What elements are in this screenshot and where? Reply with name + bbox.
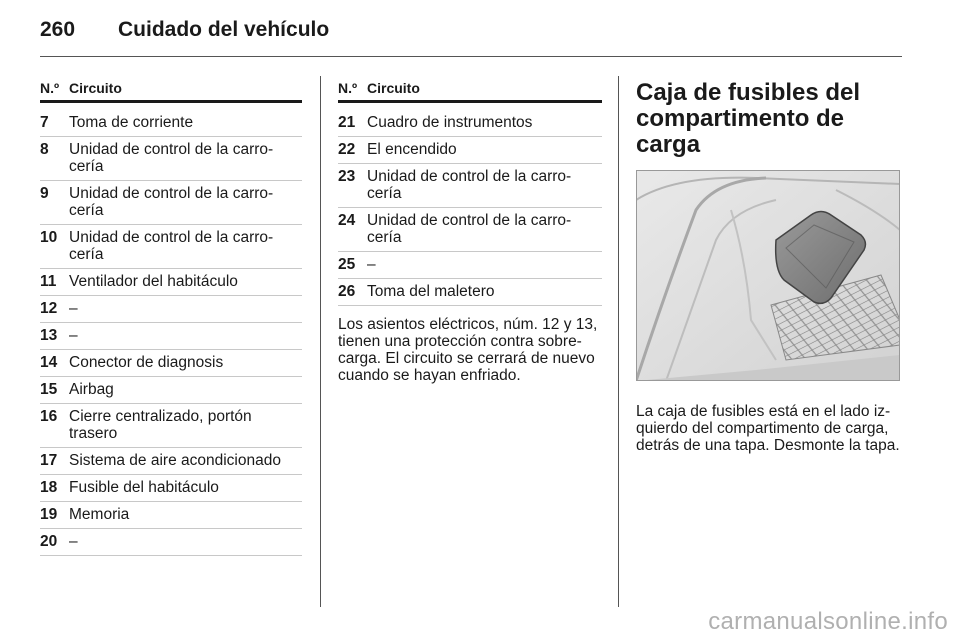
- table-row: [40, 404, 302, 448]
- circuit-name: –: [69, 533, 78, 550]
- watermark: carmanualsonline.info: [708, 608, 948, 635]
- circuit-name: Unidad de control de la carro-cería: [367, 168, 572, 202]
- circuit-name: Cierre centralizado, portón trasero: [69, 408, 252, 442]
- column-divider: [618, 76, 619, 607]
- fuse-box-illustration: [636, 170, 900, 381]
- column-divider: [320, 76, 321, 607]
- circuit-name: –: [69, 327, 78, 344]
- circuit-name: El encendido: [367, 141, 457, 158]
- table-row: [338, 164, 602, 208]
- header-circuit: Circuito: [69, 80, 122, 96]
- section-heading: Caja de fusibles del compartimento de carga: [636, 79, 861, 158]
- fuse-number: 8: [40, 141, 49, 158]
- circuit-name: Sistema de aire acondicionado: [69, 452, 281, 469]
- fuse-number: 15: [40, 381, 58, 398]
- circuit-name: Fusible del habitáculo: [69, 479, 219, 496]
- table-row: [40, 502, 302, 529]
- section-fuse-box: [636, 80, 902, 454]
- fuse-number: 22: [338, 141, 356, 158]
- circuit-name: Ventilador del habitáculo: [69, 273, 238, 290]
- circuit-name: Toma de corriente: [69, 114, 194, 131]
- circuit-name: Unidad de control de la carro-cería: [367, 212, 572, 246]
- circuit-name: Unidad de control de la carro-cería: [69, 141, 274, 175]
- fuse-number: 25: [338, 256, 356, 273]
- fuse-number: 23: [338, 168, 356, 185]
- circuit-name: Conector de diagnosis: [69, 354, 224, 371]
- fuse-number: 12: [40, 300, 58, 317]
- table-row: [40, 323, 302, 350]
- fuse-number: 17: [40, 452, 58, 469]
- fuse-number: 9: [40, 185, 49, 202]
- table-row: [338, 137, 602, 164]
- table-row: [338, 252, 602, 279]
- fuse-number: 10: [40, 229, 58, 246]
- fuse-number: 11: [40, 273, 57, 290]
- table-row: [40, 181, 302, 225]
- table-body: [40, 110, 302, 556]
- fuse-number: 21: [338, 114, 356, 131]
- table-row: [338, 279, 602, 306]
- table-row: [40, 448, 302, 475]
- note-paragraph: Los asientos eléctricos, núm. 12 y 13, tienen una protección contra sobre-carga. El circuito se cerrará de nuevo cuando se hayan enfriado.: [338, 316, 598, 384]
- fuse-number: 14: [40, 354, 58, 371]
- circuit-name: Memoria: [69, 506, 130, 523]
- table-row: [338, 208, 602, 252]
- circuit-name: Airbag: [69, 381, 114, 398]
- header-number: N.º: [40, 80, 60, 96]
- fuse-number: 26: [338, 283, 356, 300]
- table-body: [338, 110, 602, 306]
- fuse-number: 16: [40, 408, 58, 425]
- table-row: [40, 137, 302, 181]
- section-body: La caja de fusibles está en el lado iz-quierdo del compartimento de carga, detrás de una tapa. Desmonte la tapa.: [636, 403, 900, 454]
- table-row: [40, 110, 302, 137]
- circuit-name: Toma del maletero: [367, 283, 495, 300]
- fuse-number: 24: [338, 212, 356, 229]
- table-row: [338, 110, 602, 137]
- fuse-number: 18: [40, 479, 58, 496]
- header-circuit: Circuito: [367, 80, 420, 96]
- header-rule: [40, 56, 902, 57]
- fuse-table-right: [338, 80, 602, 384]
- table-row: [40, 475, 302, 502]
- table-row: [40, 350, 302, 377]
- table-row: [40, 269, 302, 296]
- page-number: 260: [40, 18, 76, 41]
- table-row: [40, 377, 302, 404]
- table-row: [40, 296, 302, 323]
- circuit-name: –: [367, 256, 376, 273]
- fuse-number: 20: [40, 533, 58, 550]
- page-header: [40, 18, 329, 42]
- page-title: Cuidado del vehículo: [118, 18, 330, 41]
- header-number: N.º: [338, 80, 358, 96]
- circuit-name: Unidad de control de la carro-cería: [69, 229, 274, 263]
- fuse-number: 7: [40, 114, 49, 131]
- fuse-number: 19: [40, 506, 58, 523]
- circuit-name: Cuadro de instrumentos: [367, 114, 533, 131]
- table-row: [40, 529, 302, 556]
- table-row: [40, 225, 302, 269]
- table-header: [338, 80, 602, 103]
- fuse-table-left: [40, 80, 302, 556]
- table-header: [40, 80, 302, 103]
- circuit-name: Unidad de control de la carro-cería: [69, 185, 274, 219]
- circuit-name: –: [69, 300, 78, 317]
- fuse-number: 13: [40, 327, 58, 344]
